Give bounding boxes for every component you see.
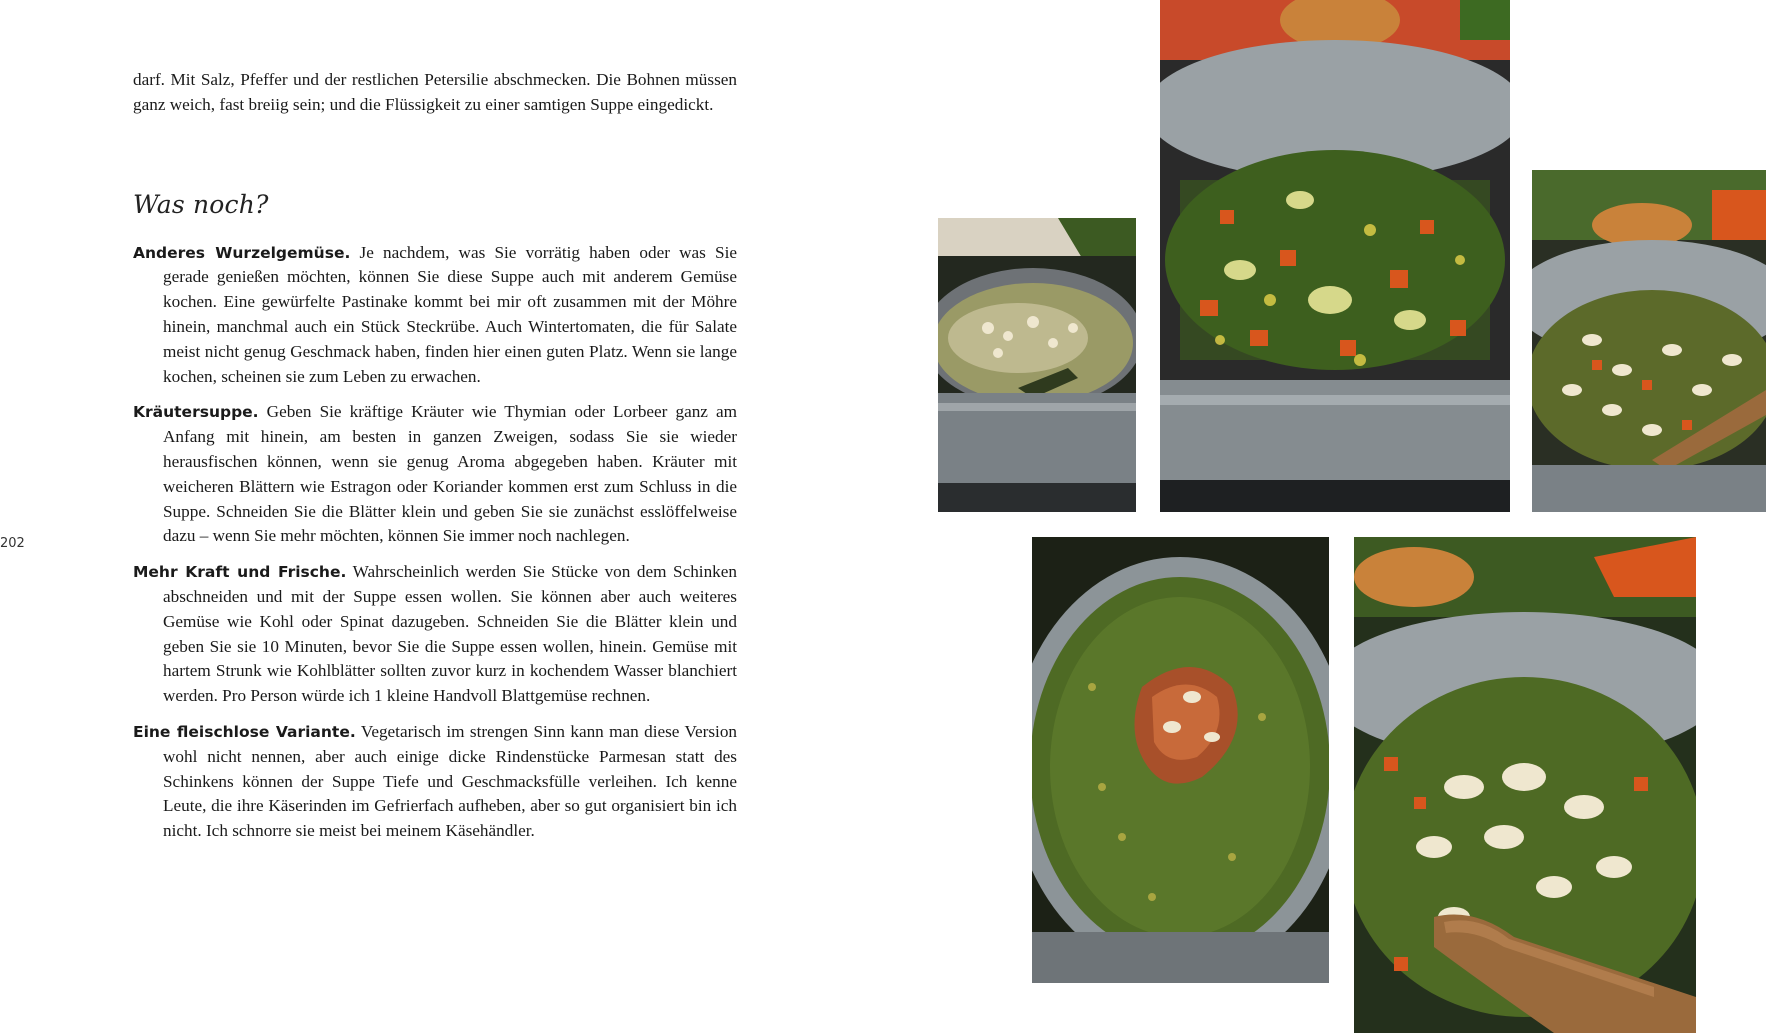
entry-text: Je nachdem, was Sie vorrätig haben oder was Sie gerade genießen möchten, können Sie diese Suppe auch mit anderem Gemüse kochen. Eine gewürfelte Pastinake kommt bei mir oft zusammen mit der Möhre hinein, manchmal auch ein Stück Steckrübe. Auch Wintertomaten, die für Salate meist nicht genug Geschmack haben, finden hier einen guten Platz. Wenn sie lange kochen, scheinen sie zum Leben zu erwachen. — [163, 242, 737, 386]
photo-beans-vegetables-spoon — [1532, 170, 1766, 512]
entry-kraeutersuppe — [133, 400, 737, 549]
entry-mehr-kraft — [133, 560, 737, 709]
entry-fleischlos — [133, 720, 737, 844]
intro-paragraph: darf. Mit Salz, Pfeffer und der restlichen Petersilie abschmecken. Die Bohnen müssen ganz weich, fast breiig sein; und die Flüssigkeit zu einer samtigen Suppe eingedickt. — [133, 70, 737, 114]
page-number: 202 — [0, 536, 25, 551]
entry-text: Geben Sie kräftige Kräuter wie Thymian oder Lorbeer ganz am Anfang mit hinein, am besten in ganzen Zweigen, sodass Sie sie wieder herausfischen können, wenn sie genug Aroma abgegeben haben. Kräuter mit weicheren Blättern wie Estragon oder Koriander kommen erst zum Schluss in die Suppe. Schneiden Sie die Blätter klein und geben Sie sie zunächst esslöffelweise dazu – wenn Sie mehr möchten, können Sie immer noch nachlegen. — [163, 402, 737, 546]
entry-text: Vegetarisch im strengen Sinn kann man diese Version wohl nicht nennen, aber auch einige dicke Rindenstücke Parmesan statt des Schinkens können der Suppe Tiefe und Geschmacksfülle verleihen. Ich kenne Leute, die ihre Käserinden im Gefrierfach aufheben, aber so gut organisiert bin ich nicht. Ich schnorre sie meist bei meinem Käsehändler. — [163, 721, 738, 841]
photo-chopped-vegetables-pot — [1160, 0, 1510, 512]
entry-term: Eine fleischlose Variante. — [133, 722, 356, 741]
text-column — [133, 68, 737, 855]
entry-text: Wahrscheinlich werden Sie Stücke von dem Schinken abschneiden und mit der Suppe essen wollen. Sie können aber auch weiteres Gemüse wie Kohl oder Spinat dazugeben. Schneiden Sie die Blätter klein und geben Sie sie 10 Minuten, bevor Sie die Suppe essen wollen, hinein. Gemüse mit hartem Strunk wie Kohlblätter sollten zuvor kurz in kochendem Wasser blanchiert werden. Pro Person würde ich 1 kleine Handvoll Blattgemüse rechnen. — [163, 562, 737, 706]
entry-wurzelgemuese — [133, 241, 737, 390]
photo-bean-soup-wooden-spoon — [1354, 537, 1696, 1033]
photo-beans-broth — [938, 218, 1136, 512]
entry-term: Anderes Wurzelgemüse. — [133, 243, 351, 262]
photo-green-soup-ham — [1032, 537, 1329, 983]
entry-term: Mehr Kraft und Frische. — [133, 563, 347, 582]
entry-term: Kräutersuppe. — [133, 403, 259, 422]
section-title: Was noch? — [133, 189, 269, 219]
